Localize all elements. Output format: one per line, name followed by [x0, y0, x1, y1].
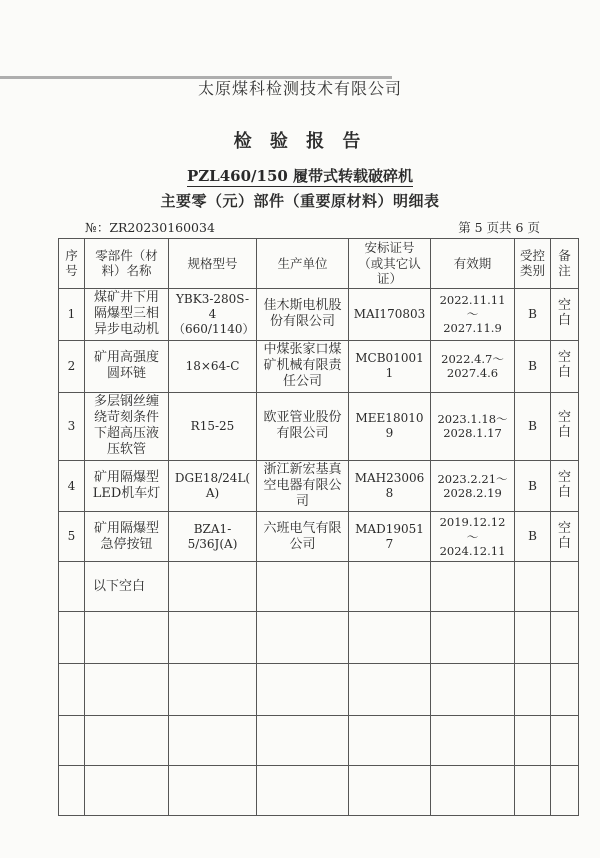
cell-part-name: 煤矿井下用隔爆型三相异步电动机	[85, 288, 169, 340]
table-row	[59, 512, 579, 562]
table-row	[59, 340, 579, 392]
report-number: №：ZR20230160034	[85, 220, 215, 235]
cell-validity	[431, 766, 515, 816]
cell-seq: 2	[59, 340, 85, 392]
cell-validity: 2023.2.21～ 2028.2.19	[431, 460, 515, 512]
cell-remark	[551, 716, 579, 766]
cell-manufacturer	[257, 562, 349, 612]
cell-seq: 5	[59, 512, 85, 562]
cell-model	[169, 664, 257, 716]
cell-model: R15-25	[169, 392, 257, 460]
scan-edge-artifact	[0, 76, 392, 79]
cell-validity: 2022.4.7～ 2027.4.6	[431, 340, 515, 392]
cell-cert-no	[349, 766, 431, 816]
cell-model: DGE18/24L(A)	[169, 460, 257, 512]
cell-seq: 4	[59, 460, 85, 512]
cell-part-name: 多层钢丝缠绕苛刻条件下超高压液压软管	[85, 392, 169, 460]
table-header-row	[59, 239, 579, 289]
cell-manufacturer	[257, 766, 349, 816]
cell-control-category: B	[515, 392, 551, 460]
cell-part-name: 矿用隔爆型急停按钮	[85, 512, 169, 562]
product-model-line	[0, 165, 600, 186]
cell-remark: 空白	[551, 340, 579, 392]
cell-part-name: 矿用高强度圆环链	[85, 340, 169, 392]
cell-seq: 3	[59, 392, 85, 460]
cell-model	[169, 562, 257, 612]
cell-seq	[59, 664, 85, 716]
cell-control-category: B	[515, 340, 551, 392]
company-name: 太原煤科检测技术有限公司	[197, 79, 402, 98]
cell-remark: 空白	[551, 288, 579, 340]
cell-seq	[59, 766, 85, 816]
col-header-part-name: 零部件（材料）名称	[85, 239, 169, 289]
list-title: 主要零（元）部件（重要原材料）明细表	[160, 192, 440, 210]
cell-manufacturer: 浙江新宏基真空电器有限公司	[257, 460, 349, 512]
cell-manufacturer: 欧亚管业股份有限公司	[257, 392, 349, 460]
cell-part-name	[85, 766, 169, 816]
cell-part-name: 以下空白	[85, 562, 169, 612]
cell-cert-no: MEE180109	[349, 392, 431, 460]
cell-cert-no	[349, 716, 431, 766]
product-model-text: PZL460/150 履带式转载破碎机	[186, 167, 414, 185]
cell-seq	[59, 562, 85, 612]
table-row-empty	[59, 612, 579, 664]
table-row	[59, 288, 579, 340]
cell-seq	[59, 612, 85, 664]
cell-control-category	[515, 716, 551, 766]
scanned-report-page	[0, 76, 600, 858]
cell-control-category: B	[515, 288, 551, 340]
col-header-validity: 有效期	[431, 239, 515, 289]
cell-control-category	[515, 562, 551, 612]
cell-validity	[431, 664, 515, 716]
cell-cert-no: MAH230068	[349, 460, 431, 512]
col-header-model: 规格型号	[169, 239, 257, 289]
cell-model	[169, 716, 257, 766]
cell-validity	[431, 612, 515, 664]
cell-validity: 2019.12.12～ 2024.12.11	[431, 512, 515, 562]
cell-remark	[551, 562, 579, 612]
cell-cert-no: MCB010011	[349, 340, 431, 392]
cell-seq	[59, 716, 85, 766]
cell-part-name	[85, 664, 169, 716]
cell-remark	[551, 612, 579, 664]
cell-manufacturer	[257, 612, 349, 664]
table-row	[59, 460, 579, 512]
parts-table	[58, 238, 579, 816]
cell-manufacturer	[257, 664, 349, 716]
cell-control-category: B	[515, 460, 551, 512]
cell-manufacturer	[257, 716, 349, 766]
cell-model: BZA1-5/36J(A)	[169, 512, 257, 562]
cell-remark: 空白	[551, 392, 579, 460]
col-header-remark: 备注	[551, 239, 579, 289]
report-title: 检 验 报 告	[233, 131, 367, 152]
col-header-seq: 序号	[59, 239, 85, 289]
cell-remark: 空白	[551, 460, 579, 512]
cell-control-category	[515, 766, 551, 816]
cell-cert-no: MAD190517	[349, 512, 431, 562]
cell-validity: 2023.1.18～ 2028.1.17	[431, 392, 515, 460]
cell-remark	[551, 766, 579, 816]
cell-control-category	[515, 612, 551, 664]
cell-manufacturer: 中煤张家口煤矿机械有限责任公司	[257, 340, 349, 392]
page-indicator: 第 5 页共 6 页	[458, 220, 540, 235]
cell-validity	[431, 562, 515, 612]
col-header-cert-no: 安标证号（或其它认证）	[349, 239, 431, 289]
cell-part-name: 矿用隔爆型LED机车灯	[85, 460, 169, 512]
cell-cert-no: MAI170803	[349, 288, 431, 340]
cell-seq: 1	[59, 288, 85, 340]
cell-remark: 空白	[551, 512, 579, 562]
cell-model	[169, 766, 257, 816]
cell-control-category	[515, 664, 551, 716]
cell-model: YBK3-280S-4（660/1140）	[169, 288, 257, 340]
table-row	[59, 392, 579, 460]
cell-cert-no	[349, 612, 431, 664]
cell-model	[169, 612, 257, 664]
cell-control-category: B	[515, 512, 551, 562]
col-header-control-category: 受控类别	[515, 239, 551, 289]
cell-part-name	[85, 612, 169, 664]
table-row-empty	[59, 766, 579, 816]
cell-cert-no	[349, 664, 431, 716]
cell-manufacturer: 佳木斯电机股份有限公司	[257, 288, 349, 340]
cell-manufacturer: 六班电气有限公司	[257, 512, 349, 562]
info-row	[58, 218, 578, 234]
cell-model: 18×64-C	[169, 340, 257, 392]
table-row-empty	[59, 664, 579, 716]
table-row-blank-marker	[59, 562, 579, 612]
cell-validity	[431, 716, 515, 766]
cell-remark	[551, 664, 579, 716]
col-header-manufacturer: 生产单位	[257, 239, 349, 289]
cell-validity: 2022.11.11～ 2027.11.9	[431, 288, 515, 340]
table-row-empty	[59, 716, 579, 766]
cell-part-name	[85, 716, 169, 766]
cell-cert-no	[349, 562, 431, 612]
